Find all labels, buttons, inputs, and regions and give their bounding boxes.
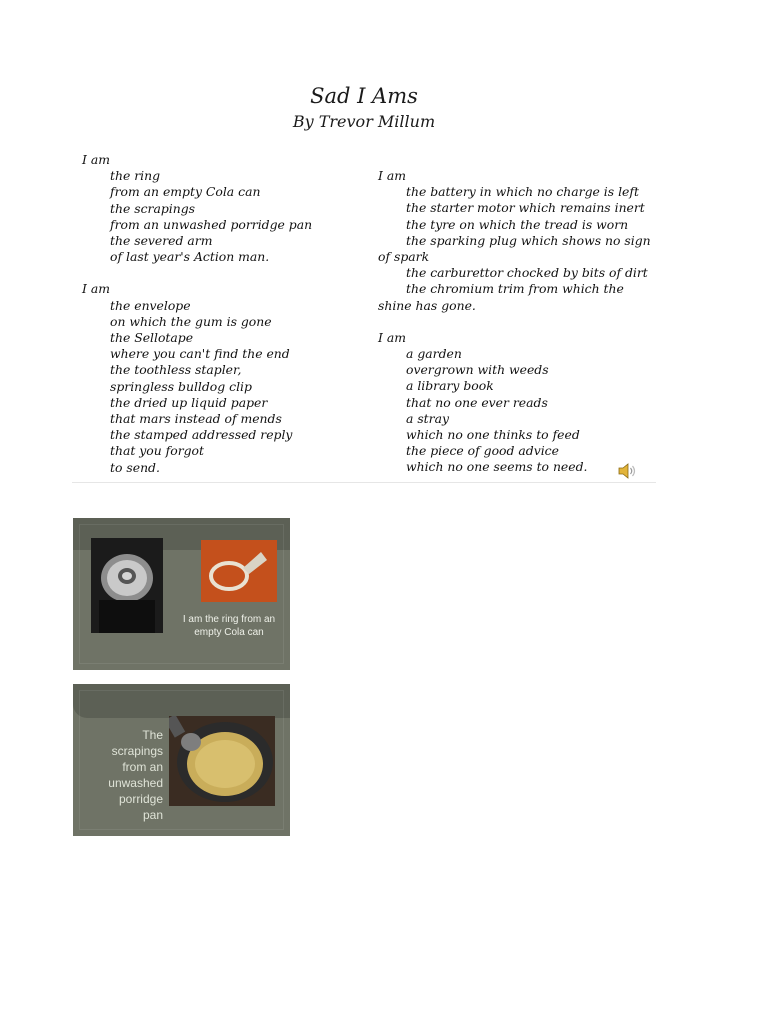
poem-line: I am: [82, 152, 110, 167]
stanza-gap: [378, 314, 658, 330]
poem-author: By Trevor Millum: [292, 112, 436, 131]
slide-caption: I am the ring from an empty Cola can: [182, 614, 276, 638]
slide-caption-line: scrapings: [111, 744, 163, 758]
poem-line: overgrown with weeds: [406, 362, 549, 378]
poem-line: the carburettor chocked by bits of dirt: [406, 265, 648, 281]
poem-line: the ring: [110, 168, 161, 184]
poem-page: [72, 70, 656, 483]
slide-porridge: [73, 684, 290, 836]
poem-line: shine has gone.: [378, 297, 476, 313]
poem-line: I am: [378, 329, 406, 345]
poem-line: on which the gum is gone: [110, 313, 272, 329]
poem-line: the scrapings: [110, 200, 196, 216]
poem-right-column: [378, 168, 658, 476]
poem-line: that you forgot: [110, 443, 204, 459]
poem-line: the dried up liquid paper: [110, 394, 268, 410]
poem-line: a library book: [406, 378, 494, 394]
poem-line: to send.: [110, 459, 160, 475]
poem-line: that mars instead of mends: [110, 411, 282, 427]
poem-line: the sparking plug which shows no sign: [406, 232, 651, 248]
poem-left-column: [82, 152, 362, 476]
poem-line: the piece of good advice: [406, 443, 559, 459]
poem-line: the starter motor which remains inert: [406, 200, 645, 216]
poem-line: I am: [378, 168, 406, 183]
poem-line: that no one ever reads: [406, 394, 548, 410]
stanza-gap: [82, 265, 362, 281]
slide-caption-line: pan: [142, 808, 163, 822]
poem-line: where you can't find the end: [110, 346, 290, 362]
poem-line: the severed arm: [110, 233, 213, 249]
poem-line: springless bulldog clip: [110, 378, 252, 394]
ring-pull-photo: [201, 540, 277, 602]
poem-line: the toothless stapler,: [110, 362, 242, 378]
poem-line: the Sellotape: [110, 330, 194, 346]
poem-line: from an empty Cola can: [110, 184, 261, 200]
slide-caption-line: from an: [122, 760, 163, 774]
poem-title: Sad I Ams: [310, 84, 418, 108]
poem-line: which no one thinks to feed: [406, 427, 580, 443]
poem-line: from an unwashed porridge pan: [110, 216, 313, 232]
slide-cola-ring: [73, 518, 290, 670]
speaker-icon[interactable]: [616, 460, 638, 482]
poem-line: the chromium trim from which the: [406, 281, 624, 297]
slide-caption: [83, 727, 163, 823]
poem-line: of spark: [378, 249, 430, 265]
slide-caption-line: unwashed: [108, 776, 163, 790]
porridge-pan-photo: [169, 716, 275, 806]
poem-line: of last year's Action man.: [110, 249, 270, 265]
poem-line: the tyre on which the tread is worn: [406, 216, 629, 232]
poem-line: a garden: [406, 346, 462, 362]
slide-caption-line: porridge: [118, 792, 163, 806]
poem-line: the envelope: [110, 297, 191, 313]
poem-line: I am: [82, 281, 110, 297]
poem-line: a stray: [406, 410, 449, 426]
cola-can-photo: [91, 538, 163, 633]
slide-caption-line: The: [142, 728, 163, 742]
poem-line: the battery in which no charge is left: [406, 184, 639, 200]
poem-line: the stamped addressed reply: [110, 427, 293, 443]
poem-line: which no one seems to need.: [406, 459, 588, 475]
